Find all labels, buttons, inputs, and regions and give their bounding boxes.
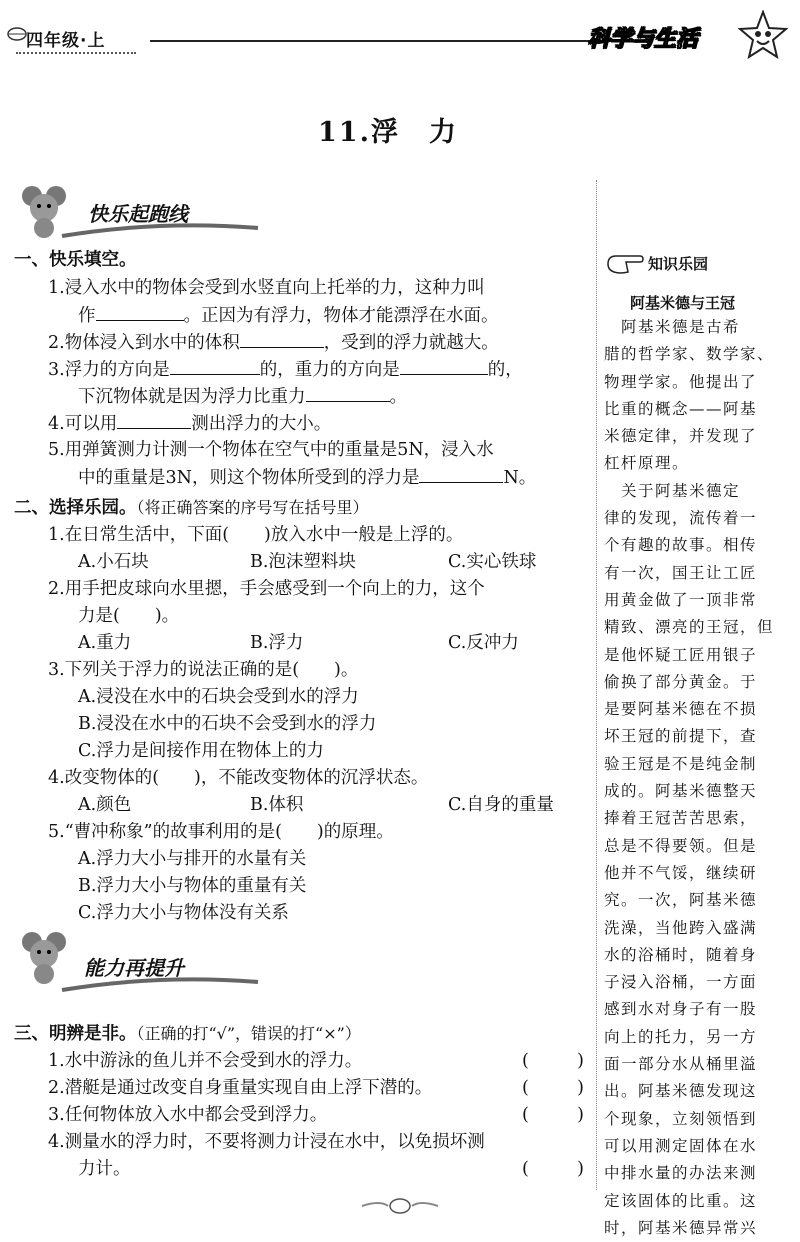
answer-blank[interactable]	[96, 302, 184, 321]
judge-answer-paren[interactable]: ( )	[522, 1105, 584, 1125]
fill-q4-line: 4.可以用 测出浮力的大小。	[48, 410, 331, 438]
page-title: 11.浮 力	[318, 117, 458, 148]
choice-q2-options: A.重力 B.浮力 C.反冲力	[78, 633, 519, 653]
sidebar-line: 用黄金做了一顶非常	[604, 590, 758, 609]
fill-q3-line1: 3.浮力的方向是 的，重力的方向是 的，	[48, 356, 523, 384]
sidebar-line: 腊的哲学家、数学家、	[604, 345, 775, 364]
choice-q3-c: C.浮力是间接作用在物体上的力	[78, 741, 324, 761]
sidebar-line: 是要阿基米德在不损	[604, 700, 758, 719]
sidebar-line: 有一次，国王让工匠	[604, 563, 758, 582]
answer-blank[interactable]	[240, 329, 324, 348]
sidebar-line: 向上的托力，另一方	[604, 1027, 758, 1046]
sidebar-line: 中排水量的办法来测	[604, 1164, 758, 1183]
choice-q1: 1.在日常生活中，下面( )放入水中一般是上浮的。	[48, 525, 464, 545]
column-divider	[596, 180, 597, 1190]
choice-q3-a: A.浸没在水中的石块会受到水的浮力	[78, 687, 359, 707]
header-rule	[150, 40, 590, 42]
judge-answer-paren[interactable]: ( )	[522, 1078, 584, 1098]
choice-q3: 3.下列关于浮力的说法正确的是( )。	[48, 660, 359, 680]
sidebar-line: 面一部分水从桶里溢	[604, 1055, 758, 1074]
choice-q5: 5.“曹冲称象”的故事利用的是( )的原理。	[48, 822, 394, 842]
sidebar-line: 洗澡，当他跨入盛满	[604, 918, 758, 937]
sidebar-line: 感到水对身子有一股	[604, 1000, 758, 1019]
sidebar-line: 偷换了部分黄金。于	[604, 672, 758, 691]
banner-warmup: 快乐起跑线	[88, 202, 188, 226]
sidebar-line: 水的浴桶时，随着身	[604, 945, 758, 964]
sidebar-title: 阿基米德与王冠	[630, 294, 736, 312]
sidebar-line: 出。阿基米德发现这	[604, 1082, 758, 1101]
page-ornament-icon	[360, 1196, 440, 1216]
choice-q4-options: A.颜色 B.体积 C.自身的重量	[78, 795, 554, 815]
sidebar-line: 杠杆原理。	[604, 454, 690, 473]
answer-blank[interactable]	[400, 356, 488, 375]
choice-q5-b: B.浮力大小与物体的重量有关	[78, 876, 307, 896]
sidebar-line: 阿基米德是古希	[604, 318, 741, 336]
choice-q2-line1: 2.用手把皮球向水里摁，手会感受到一个向上的力，这个	[48, 579, 485, 599]
sidebar-line: 米德定律，并发现了	[604, 427, 758, 446]
sidebar-line: 他并不气馁，继续研	[604, 863, 758, 882]
answer-blank[interactable]	[170, 356, 260, 375]
sidebar-line: 坏王冠的前提下，查	[604, 727, 758, 746]
sidebar-label: 知识乐园	[648, 255, 709, 273]
sidebar-line: 成的。阿基米德整天	[604, 782, 758, 801]
sidebar-body	[604, 314, 788, 1242]
banner-advance: 能力再提升	[84, 956, 184, 980]
sidebar-line: 捧着王冠苦苦思索，	[604, 809, 758, 828]
sidebar-line: 是他怀疑工匠用银子	[604, 645, 758, 664]
judge-answer-paren[interactable]: ( )	[522, 1051, 584, 1071]
answer-blank[interactable]	[306, 383, 390, 402]
grade-label: 四年级·上	[26, 31, 106, 51]
choice-q2-line2: 力是( )。	[78, 606, 180, 626]
sidebar-line: 时，阿基米德异常兴	[604, 1218, 758, 1237]
sidebar-line: 律的发现，流传着一	[604, 509, 758, 528]
fill-q5-line1: 5.用弹簧测力计测一个物体在空气中的重量是5N，浸入水	[48, 440, 494, 460]
star-mascot-icon	[738, 10, 788, 60]
judge-q4-line2: 力计。	[78, 1159, 131, 1179]
judge-q3: 3.任何物体放入水中都会受到浮力。	[48, 1105, 328, 1125]
series-title: 科学与生活	[588, 27, 699, 52]
sidebar-line: 精致、漂亮的王冠，但	[604, 618, 775, 637]
sidebar-line: 可以用测定固体在水	[604, 1136, 758, 1155]
sidebar-line: 物理学家。他提出了	[604, 372, 758, 391]
pointing-hand-icon	[606, 250, 644, 276]
sidebar-line: 个有趣的故事。相传	[604, 536, 758, 555]
sidebar-line: 究。一次，阿基米德	[604, 891, 758, 910]
sidebar-line: 验王冠是不是纯金制	[604, 754, 758, 773]
sidebar-line: 比重的概念——阿基	[604, 399, 758, 418]
fill-q1-line2: 作 。正因为有浮力，物体才能漂浮在水面。	[78, 302, 499, 330]
judge-answer-paren[interactable]: ( )	[522, 1159, 584, 1179]
fill-q3-line2: 下沉物体就是因为浮力比重力 。	[78, 383, 407, 411]
header-dotted-rule	[16, 52, 136, 54]
answer-blank[interactable]	[419, 464, 503, 483]
fill-q5-line2: 中的重量是3N，则这个物体所受到的浮力是 N。	[78, 464, 536, 492]
section1-heading: 一、快乐填空。	[14, 250, 137, 270]
choice-q4: 4.改变物体的( )，不能改变物体的沉浮状态。	[48, 768, 429, 788]
fill-q1-line1: 1.浸入水中的物体会受到水竖直向上托举的力，这种力叫	[48, 278, 485, 298]
judge-q2: 2.潜艇是通过改变自身重量实现自由上浮下潜的。	[48, 1078, 433, 1098]
choice-q3-b: B.浸没在水中的石块不会受到水的浮力	[78, 714, 377, 734]
judge-q1: 1.水中游泳的鱼儿并不会受到水的浮力。	[48, 1051, 363, 1071]
header-leaf-icon	[6, 24, 28, 44]
section3-heading: 三、明辨是非。（正确的打“√”，错误的打“×”）	[14, 1024, 361, 1044]
choice-q5-c: C.浮力大小与物体没有关系	[78, 903, 289, 923]
section2-heading: 二、选择乐园。（将正确答案的序号写在括号里）	[14, 498, 369, 518]
sidebar-line: 个现象，立刻领悟到	[604, 1109, 758, 1128]
sidebar-line: 子浸入浴桶，一方面	[604, 973, 758, 992]
sidebar-line: 关于阿基米德定	[604, 481, 741, 500]
judge-q4-line1: 4.测量水的浮力时，不要将测力计浸在水中，以免损坏测	[48, 1132, 485, 1152]
answer-blank[interactable]	[117, 410, 191, 429]
fill-q2-line: 2.物体浸入到水中的体积 ，受到的浮力就越大。	[48, 329, 499, 357]
choice-q1-options: A.小石块 B.泡沫塑料块 C.实心铁球	[78, 552, 537, 572]
choice-q5-a: A.浮力大小与排开的水量有关	[78, 849, 307, 869]
sidebar-line: 定该固体的比重。这	[604, 1191, 758, 1210]
sidebar-line: 总是不得要领。但是	[604, 836, 758, 855]
